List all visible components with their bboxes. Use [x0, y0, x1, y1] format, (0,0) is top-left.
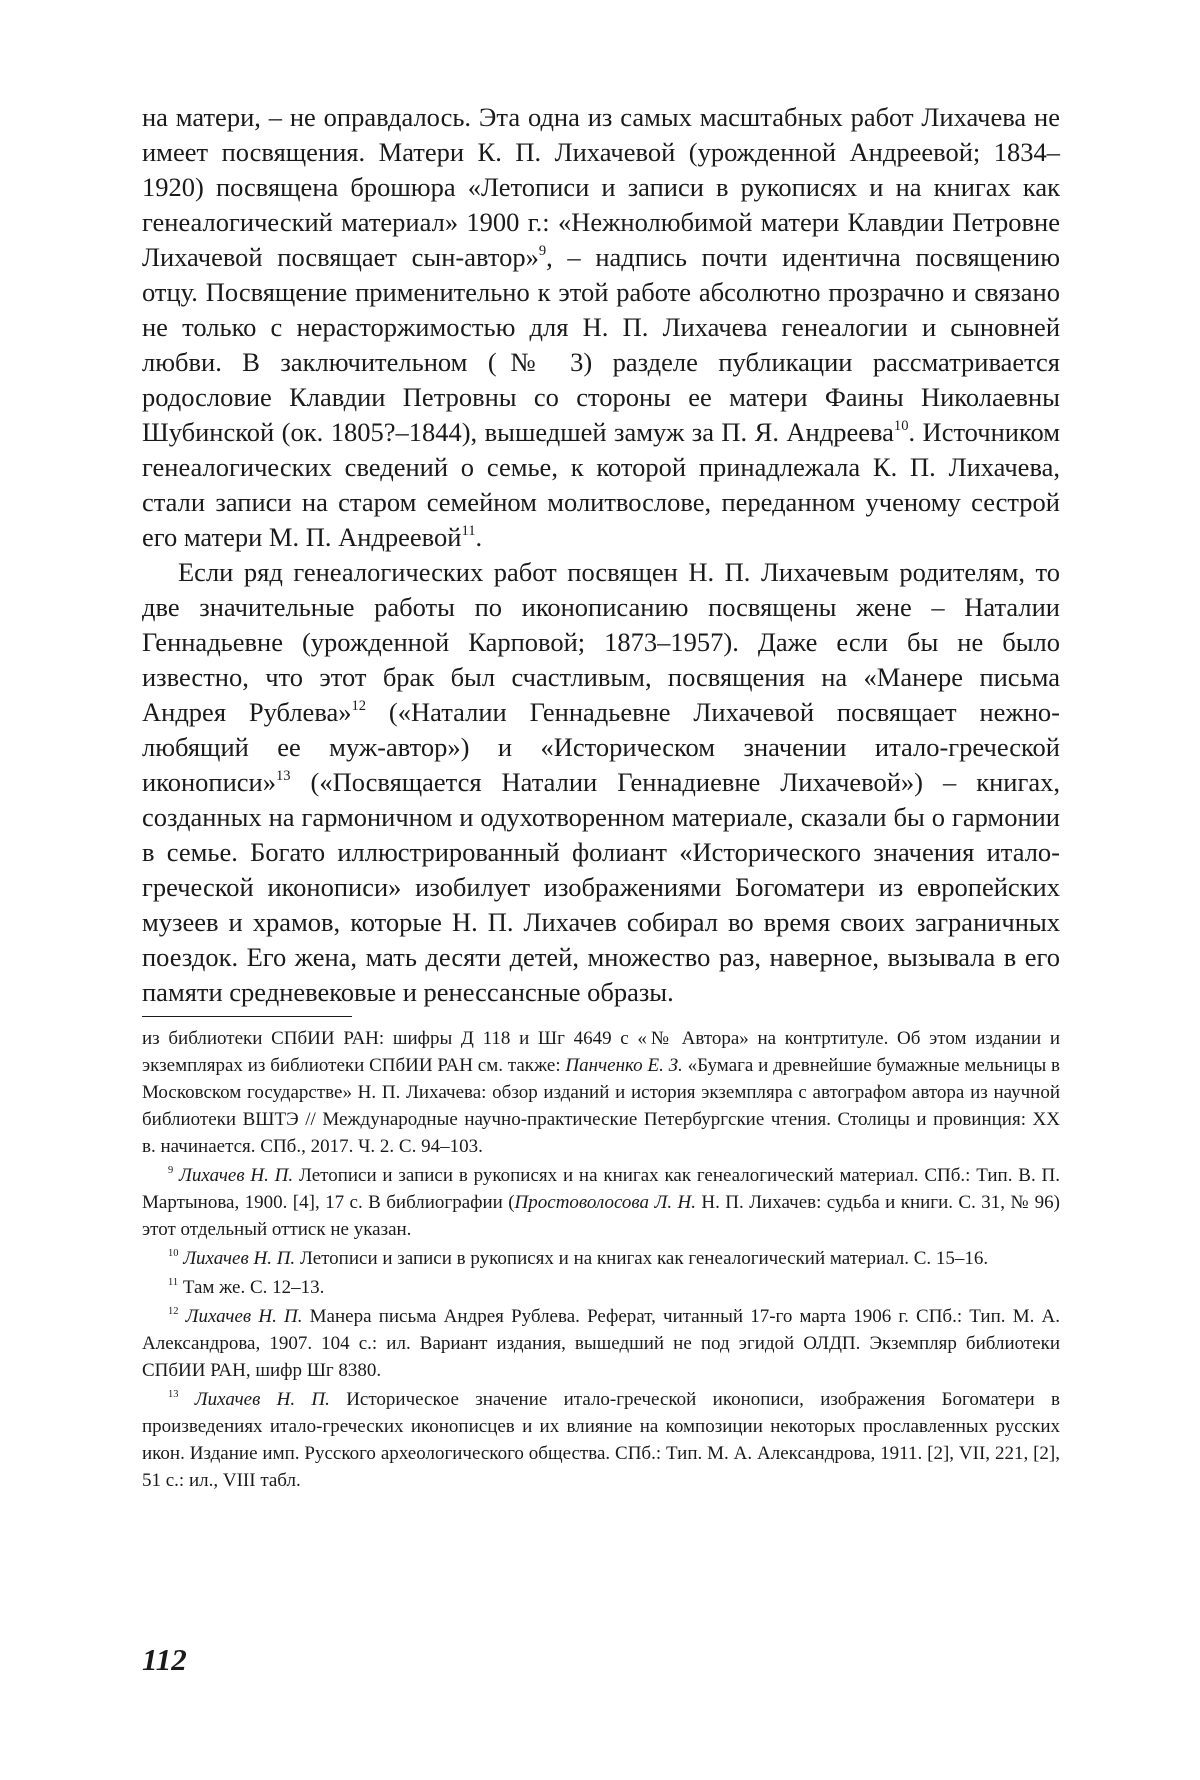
text-run: («Наталии Геннадьевне Лихачевой посвящает нежно-любящий ее муж-автор») и «Историческом значении итало-гре­ческой иконописи» — [142, 697, 1060, 797]
text-run: из библиотеки СПбИИ РАН: шифры Д 118 и Шг 4649 с «№ Автора» на контртитуле. Об этом издании и экземплярах из библиотеки СПбИИ РАН см. также: — [142, 1028, 1060, 1076]
text-run: на матери, – не оправдалось. Эта одна из самых масштабных работ Лиха­чева не имеет посвящения. Матери К. П. Лихачевой (урожденной Андре­евой; 1834–1920) посвящена брошюра «Летописи и записи в рукописях и на книгах как генеалогический материал» 1900 г.: «Нежнолюбимой матери Клавдии Петровне Лихачевой посвящает сын-автор» — [142, 102, 1060, 272]
author-name: Лихачев Н. П. — [186, 1306, 303, 1327]
footnote-divider — [142, 1016, 352, 1017]
paragraph-1 — [142, 100, 1060, 555]
footnote-ref-9[interactable]: 9 — [539, 243, 546, 259]
text-run: , – надпись почти идентична посвящению отцу. Посвящение применительно к этой работе абсолютно прозрачно и связано не только с нерасторжимостью для Н. П. Лихачева генеалогии и сыновней любви. В заключительном (№ 3) разделе публикации рассматривается родословие Клавдии Петров­ны со стороны ее матери Фаины Николаевны Шубинской (ок. 1805?–1844), вышедшей замуж за П. Я. Андреева — [142, 242, 1060, 447]
footnote-ref-10[interactable]: 10 — [894, 418, 909, 434]
text-run: Летописи и записи в рукописях и на книгах как генеалогический мате­риал. СПб.: Тип. В. П. Мартынова, 1900. [4], 17 с. В библиографии ( — [142, 1165, 1060, 1213]
footnotes — [142, 1025, 1060, 1494]
author-name: Лихачев Н. П. — [183, 1248, 295, 1269]
main-text — [142, 100, 1060, 1010]
footnote-continuation — [142, 1025, 1060, 1160]
footnote-ref-12[interactable]: 12 — [352, 698, 367, 714]
footnote-number: 9 — [168, 1165, 173, 1176]
footnote-ref-11[interactable]: 11 — [461, 523, 475, 539]
text-run: Летописи и записи в рукописях и на книгах как генеалогический мате­риал. С. 15–16. — [295, 1248, 988, 1269]
text-run: Если ряд генеалогических работ посвящен Н. П. Лихачевым родите­лям, то две значительные работы по иконописанию посвящены жене – Наталии Геннадьевне (урожденной Карповой; 1873–1957). Даже если бы не было известно, что этот брак был счастливым, посвящения на «Манере письма Андрея Рублева» — [142, 557, 1060, 727]
footnote-10 — [142, 1245, 1060, 1272]
footnote-number: 13 — [168, 1389, 178, 1400]
text-run: «Бумага и древнейшие бумажные мельницы в Московском государстве» Н. П. Лихачева: обзор изда­ний и история экземпляра с автографом автора из научной библиотеки ВШТЭ // Междуна­родные научно-практические Петербургские чтения. Столицы и провинция: XX в. начина­ется. СПб., 2017. Ч. 2. С. 94–103. — [142, 1055, 1060, 1157]
footnote-13 — [142, 1386, 1060, 1494]
footnote-number: 11 — [168, 1277, 178, 1288]
footnote-number: 12 — [168, 1306, 178, 1317]
author-name: Панченко Е. З. — [565, 1055, 682, 1076]
page-number: 112 — [142, 1642, 187, 1678]
footnote-9 — [142, 1162, 1060, 1243]
footnote-11 — [142, 1274, 1060, 1301]
page-content — [142, 100, 1060, 1494]
author-name: Лихачев Н. П. — [195, 1389, 330, 1410]
paragraph-2 — [142, 555, 1060, 1010]
text-run: Н. П. Лихачев: судьба и книги. С. 31, № 96) этот отдельный оттиск не указан. — [142, 1192, 1060, 1240]
author-name: Простоволосова Л. Н. — [515, 1192, 696, 1213]
footnote-12 — [142, 1303, 1060, 1384]
text-run: Там же. С. 12–13. — [178, 1277, 324, 1298]
text-run: . Источником генеалогиче­ских сведений о семье, к которой принадлежала К. П. Лихачева, стали записи на старом семейном молитвослове, переданном ученому сестрой его матери М. П. Андреевой — [142, 417, 1060, 552]
text-run: . — [475, 522, 482, 552]
text-run: Манера письма Андрея Рублева. Реферат, читанный 17-го марта 1906 г. СПб.: Тип. М. А. Александрова, 1907. 104 с.: ил. Вариант издания, вышедший не под эгидой ОЛДП. Экземпляр библиотеки СПбИИ РАН, шифр Шг 8380. — [142, 1306, 1060, 1381]
footnote-number: 10 — [168, 1248, 178, 1259]
text-run: («Посвящается Наталии Геннадиевне Лихачевой») – книгах, созданных на гармоничном и одухотворенном материале, сказали бы о гармонии в семье. Богато иллюстрированный фолиант «Историче­ского значения итало-греческой иконописи» изобилует изображениями Богоматери из европейских музеев и храмов, которые Н. П. Лихачев со­бирал во время своих заграничных поездок. Его жена, мать десяти детей, множество раз, наверное, вызывала в его памяти средневековые и ренес­сансные образы. — [142, 767, 1060, 1007]
footnote-ref-13[interactable]: 13 — [276, 768, 291, 784]
text-run: Историческое значение итало-греческой иконописи, изображения Бо­гоматери в произведениях итало-греческих иконописцев и их влияние на композиции не­которых прославленных русских икон. Издание имп. Русского археологического общества. СПб.: Тип. М. А. Александрова, 1911. [2], VII, 221, [2], 51 с.: ил., VIII табл. — [142, 1389, 1060, 1491]
author-name: Лихачев Н. П. — [179, 1165, 293, 1186]
